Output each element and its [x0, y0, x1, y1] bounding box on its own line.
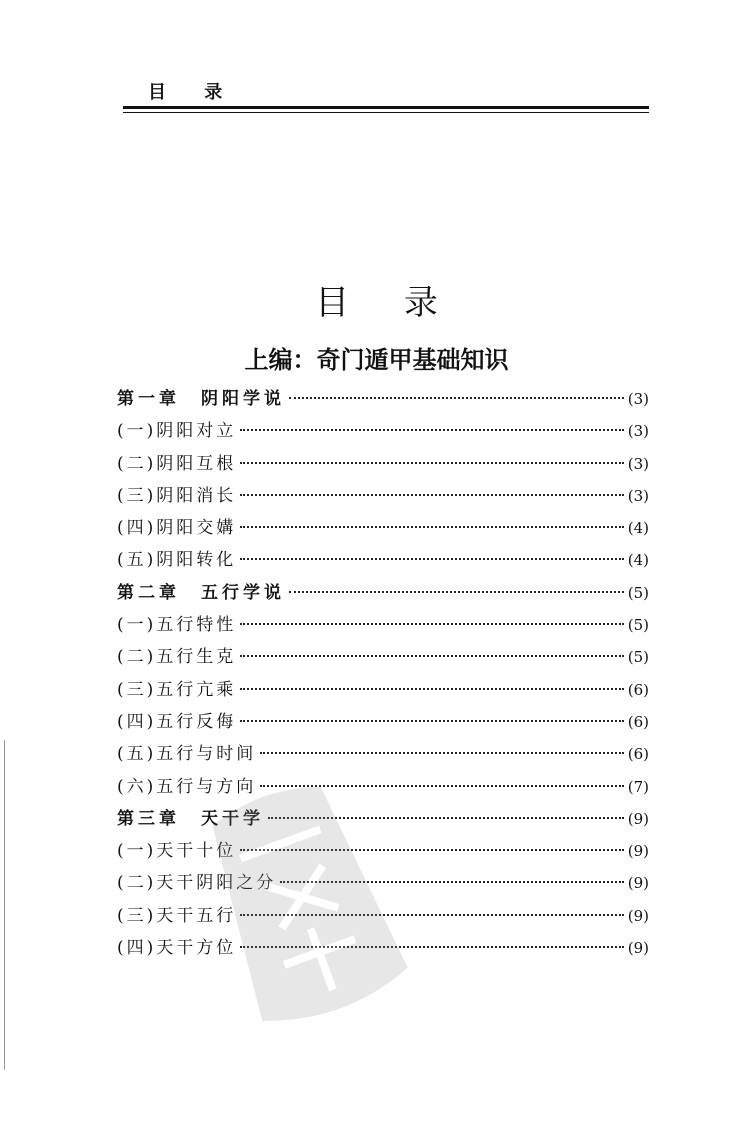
toc-entry-label: (一)五行特性	[117, 615, 237, 636]
toc-dot-leader	[260, 752, 623, 754]
toc-entry-label: (四)天干方位	[117, 938, 237, 959]
header-rule-thick	[123, 106, 649, 109]
toc-chapter-entry[interactable]	[117, 578, 649, 610]
toc-entry-label: (四)阴阳交媾	[117, 518, 237, 539]
toc-dot-leader	[289, 397, 624, 399]
toc-dot-leader	[240, 462, 623, 464]
toc-entry[interactable]	[117, 513, 649, 545]
toc-page-number: (3)	[627, 390, 649, 408]
toc-entry[interactable]	[117, 739, 649, 771]
toc-page-number: (5)	[627, 616, 649, 635]
toc-entry-label: (一)天干十位	[117, 841, 237, 862]
toc-entry-label: (二)五行生克	[117, 647, 237, 668]
toc-page-number: (3)	[627, 486, 649, 505]
toc-dot-leader	[240, 720, 623, 722]
toc-page-number: (6)	[627, 712, 649, 731]
toc-page-number: (9)	[627, 874, 649, 893]
toc-entry[interactable]	[117, 707, 649, 739]
toc-dot-leader	[240, 558, 623, 560]
section-title: 上编：奇门遁甲基础知识	[244, 345, 509, 374]
toc-page-number: (5)	[627, 583, 649, 602]
toc-page-number: (3)	[627, 454, 649, 473]
toc-entry-label: 第二章 五行学说	[117, 582, 285, 603]
toc-entry-label: (四)五行反侮	[117, 711, 237, 732]
toc-dot-leader	[240, 623, 623, 625]
toc-page-number: (4)	[627, 551, 649, 570]
toc-page-number: (3)	[627, 422, 649, 441]
toc-dot-leader	[289, 591, 624, 593]
toc-dot-leader	[240, 688, 623, 690]
toc-page-number: (6)	[627, 745, 649, 764]
toc-page-number: (6)	[627, 680, 649, 699]
toc-dot-leader	[240, 494, 623, 496]
toc-chapter-entry[interactable]	[117, 384, 649, 416]
toc-entry[interactable]	[117, 642, 649, 674]
toc-entry-label: 第一章 阴阳学说	[117, 389, 285, 409]
toc-entry-label: (三)五行亢乘	[117, 679, 237, 700]
toc-page-number: (9)	[627, 939, 649, 958]
toc-page-number: (7)	[627, 777, 649, 796]
toc-entry-label: (三)天干五行	[117, 905, 237, 926]
toc-entry[interactable]	[117, 545, 649, 577]
toc-dot-leader	[240, 429, 623, 431]
toc-entry[interactable]	[117, 449, 649, 481]
toc-dot-leader	[240, 526, 623, 528]
toc-entry[interactable]	[117, 675, 649, 707]
toc-entry[interactable]	[117, 416, 649, 448]
toc-page-number: (9)	[627, 809, 649, 828]
running-header-title: 目 录	[148, 82, 239, 103]
toc-entry-label: (五)阴阳转化	[117, 550, 237, 571]
toc-entry-label: (三)阴阳消长	[117, 485, 237, 506]
toc-dot-leader	[240, 655, 623, 657]
toc-page-number: (5)	[627, 648, 649, 667]
page-edge-line	[4, 740, 5, 1070]
toc-page-number: (4)	[627, 519, 649, 538]
toc-entry[interactable]	[117, 610, 649, 642]
toc-entry-label: (五)五行与时间	[117, 744, 257, 765]
toc-entry-label: (二)天干阴阳之分	[117, 873, 277, 894]
toc-entry-label: (一)阴阳对立	[117, 421, 237, 442]
toc-entry[interactable]	[117, 772, 649, 804]
toc-entry-label: (二)阴阳互根	[117, 453, 237, 474]
toc-entry-label: (六)五行与方向	[117, 776, 257, 797]
page-title: 目 录	[315, 282, 460, 323]
toc-page-number: (9)	[627, 842, 649, 861]
toc-entry-label: 第三章 天干学	[117, 808, 264, 829]
toc-entry[interactable]	[117, 481, 649, 513]
toc-page-number: (9)	[627, 906, 649, 925]
header-rule-thin	[123, 112, 649, 113]
